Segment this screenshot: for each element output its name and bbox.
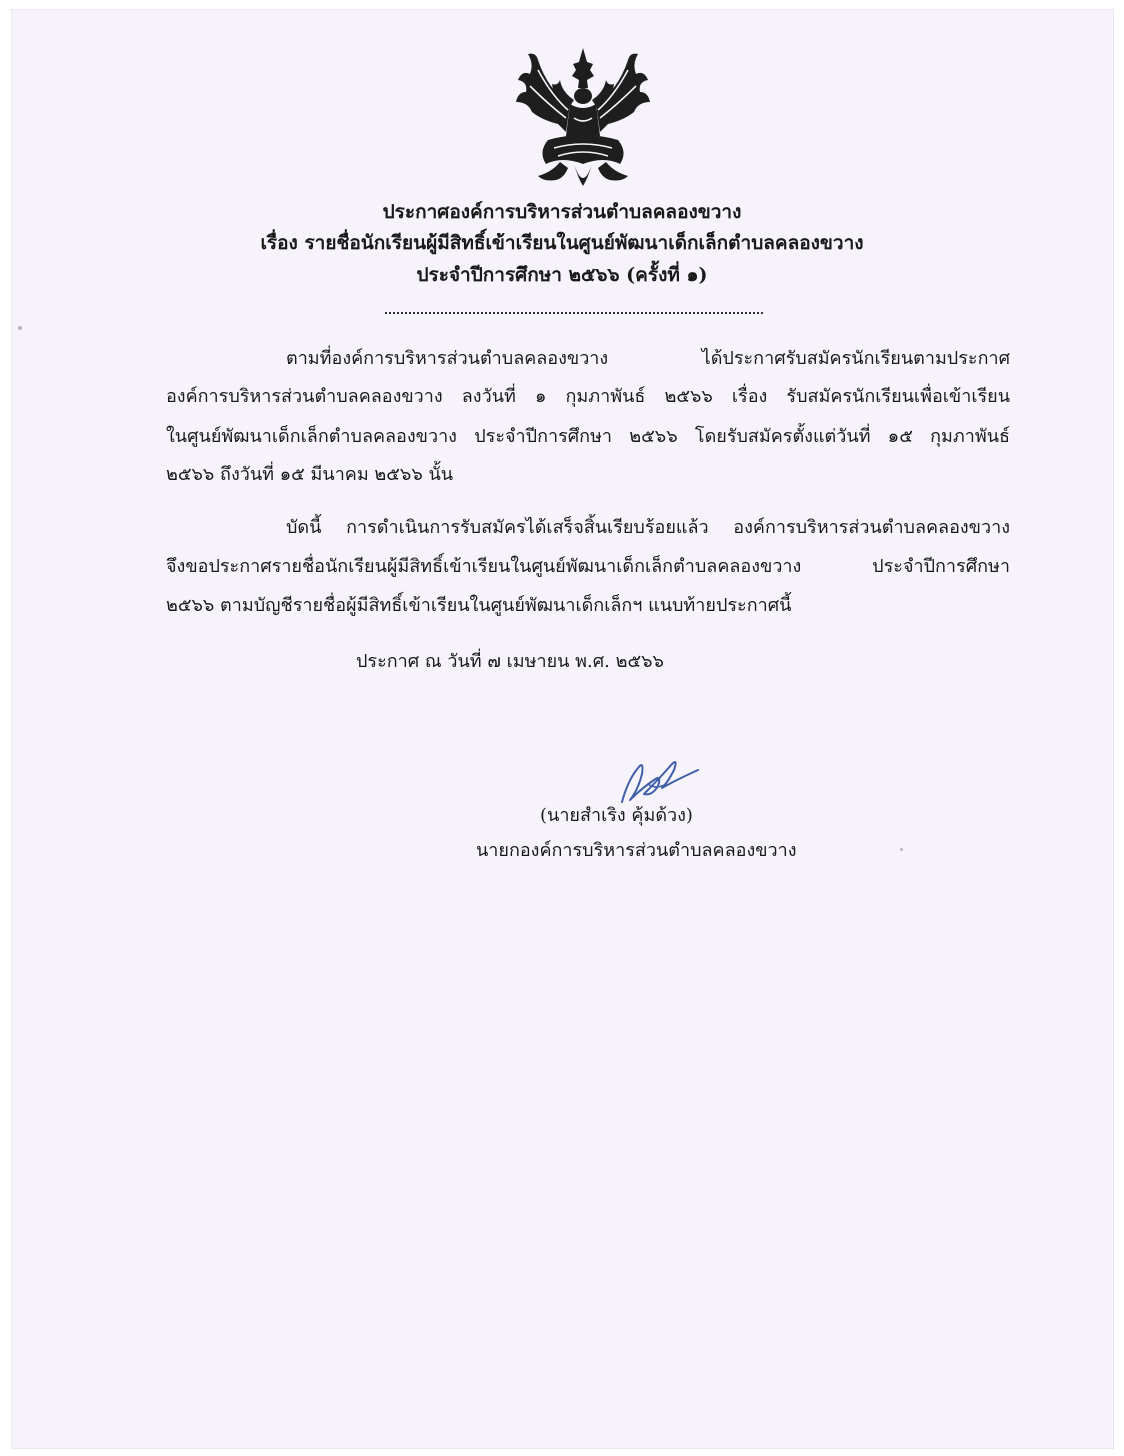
signatory-position: นายกองค์การบริหารส่วนตำบลคลองขวาง <box>476 840 797 861</box>
document-subject: เรื่อง รายชื่อนักเรียนผู้มีสิทธิ์เข้าเรียนในศูนย์พัฒนาเด็กเล็กตำบลคลองขวาง <box>260 232 864 254</box>
signatory-name: (นายสำเริง คุ้มด้วง) <box>540 805 693 826</box>
paper-speck <box>900 848 903 851</box>
paragraph2-line3: ๒๕๖๖ ตามบัญชีรายชื่อผู้มีสิทธิ์เข้าเรียนในศูนย์พัฒนาเด็กเล็กฯ แนบท้ายประกาศนี้ <box>166 595 792 616</box>
paragraph2-line1: บัดนี้ การดำเนินการรับสมัครได้เสร็จสิ้นเรียบร้อยแล้ว องค์การบริหารส่วนตำบลคลองขวาง <box>286 517 1010 538</box>
document-page <box>12 10 1113 1448</box>
handwritten-signature <box>608 750 703 810</box>
announcement-date: ประกาศ ณ วันที่ ๗ เมษายน พ.ศ. ๒๕๖๖ <box>356 651 664 672</box>
paragraph1-line1: ตามที่องค์การบริหารส่วนตำบลคลองขวาง ได้ประกาศรับสมัครนักเรียนตามประกาศ <box>286 348 1010 369</box>
paper-speck <box>18 326 22 330</box>
paragraph2-line2: จึงขอประกาศรายชื่อนักเรียนผู้มีสิทธิ์เข้าเรียนในศูนย์พัฒนาเด็กเล็กตำบลคลองขวาง ประจำปีการศึกษา <box>166 556 1010 577</box>
paragraph1-line2: องค์การบริหารส่วนตำบลคลองขวาง ลงวันที่ ๑ กุมภาพันธ์ ๒๕๖๖ เรื่อง รับสมัครนักเรียนเพื่อเข้าเรียน <box>166 386 1010 407</box>
document-title: ประกาศองค์การบริหารส่วนตำบลคลองขวาง <box>382 201 742 223</box>
paragraph1-line4: ๒๕๖๖ ถึงวันที่ ๑๕ มีนาคม ๒๕๖๖ นั้น <box>166 464 454 485</box>
garuda-emblem-icon <box>508 40 658 200</box>
academic-year-line: ประจำปีการศึกษา ๒๕๖๖ (ครั้งที่ ๑) <box>416 264 708 286</box>
paragraph1-line3: ในศูนย์พัฒนาเด็กเล็กตำบลคลองขวาง ประจำปีการศึกษา ๒๕๖๖ โดยรับสมัครตั้งแต่วันที่ ๑๕ กุมภาพันธ์ <box>166 426 1010 447</box>
header-divider <box>385 312 763 314</box>
